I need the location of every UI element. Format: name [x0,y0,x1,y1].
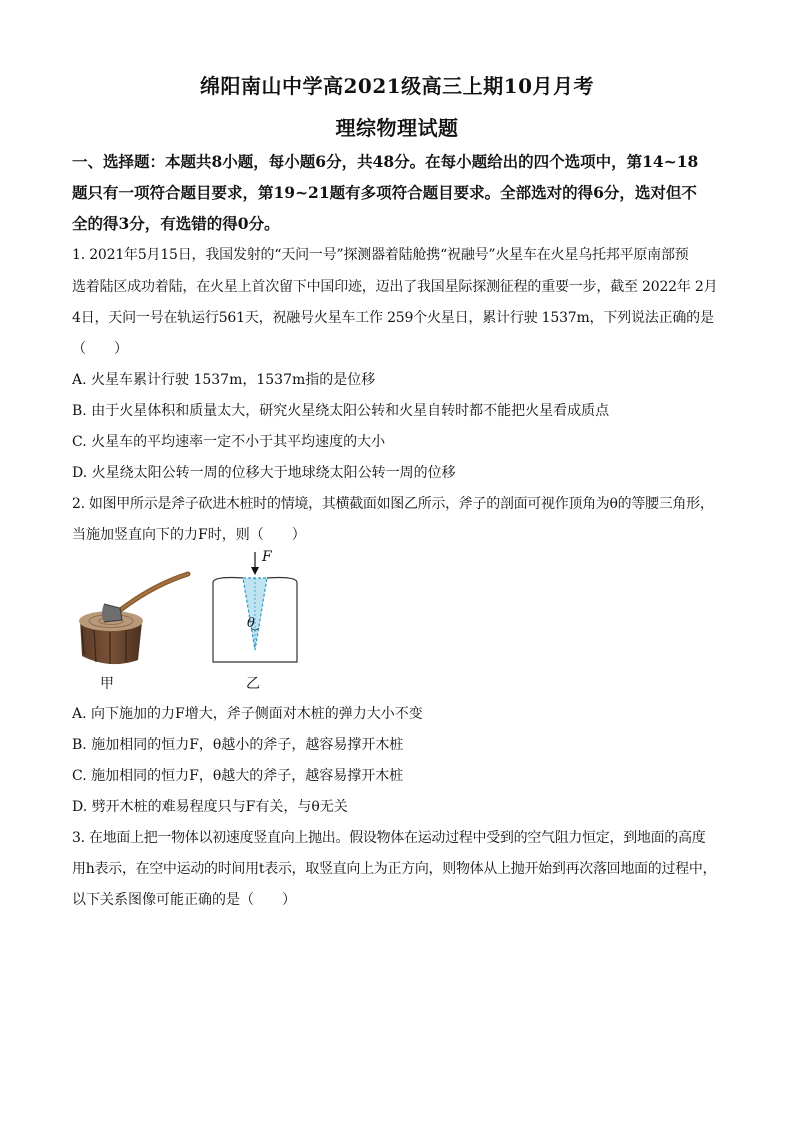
q1-stem-line: 选着陆区成功着陆，在火星上首次留下中国印迹，迈出了我国星际探测征程的重要一步，截至 2022年 2月 [72,279,718,295]
q1-option-a: A. 火星车累计行驶 1537m，1537m指的是位移 [72,372,376,388]
figure-label-yi: 乙 [246,676,260,692]
exam-subtitle: 理综物理试题 [335,116,459,140]
section-line: 题只有一项符合题目要求，第19~21题有多项符合题目要求。全部选对的得6分，选对但不 [72,183,697,202]
q1-stem-line: 4日，天问一号在轨运行561天，祝融号火星车工作 259个火星日，累计行驶 1537m，下列说法正确的是 [72,310,714,326]
wedge-cross-section-figure [205,550,305,666]
axe-stump-figure [70,568,195,670]
q2-option-b: B. 施加相同的恒力F，θ越小的斧子，越容易撑开木桩 [72,737,404,753]
q3-stem-line: 用h表示，在空中运动的时间用t表示，取竖直向上为正方向，则物体从上抛开始到再次落回地面的过程中， [72,861,717,877]
q1-option-c: C. 火星车的平均速率一定不小于其平均速度的大小 [72,434,386,450]
force-label: F [262,549,272,565]
exam-title: 绵阳南山中学高2021级高三上期10月月考 [200,74,594,98]
figure-label-jia: 甲 [100,676,114,692]
section-instructions [72,146,732,239]
q2-stem-line: 2. 如图甲所示是斧子砍进木桩时的情境，其横截面如图乙所示，斧子的剖面可视作顶角为θ的等腰三角形， [72,496,714,512]
q1-stem-line: 1. 2021年5月15日，我国发射的“天问一号”探测器着陆舱携“祝融号”火星车在火星乌托邦平原南部预 [72,247,689,263]
section-line: 全的得3分，有选错的得0分。 [72,214,280,233]
angle-label: θ [247,616,255,631]
q1-stem-line: （ ） [72,341,128,357]
q3-stem-line: 3. 在地面上把一物体以初速度竖直向上抛出。假设物体在运动过程中受到的空气阻力恒定，到地面的高度 [72,830,706,846]
q1-option-b: B. 由于火星体积和质量太大，研究火星绕太阳公转和火星自转时都不能把火星看成质点 [72,403,610,419]
q2-stem-line: 当施加竖直向下的力F时，则（ ） [72,527,306,543]
q1-option-d: D. 火星绕太阳公转一周的位移大于地球绕太阳公转一周的位移 [72,465,456,481]
q3-stem-line: 以下关系图像可能正确的是（ ） [72,892,296,908]
q2-option-c: C. 施加相同的恒力F，θ越大的斧子，越容易撑开木桩 [72,768,404,784]
q2-option-a: A. 向下施加的力F增大，斧子侧面对木桩的弹力大小不变 [72,706,423,722]
section-line: 一、选择题：本题共8小题，每小题6分，共48分。在每小题给出的四个选项中，第14~18 [72,152,699,171]
q2-option-d: D. 劈开木桩的难易程度只与F有关，与θ无关 [72,799,348,815]
